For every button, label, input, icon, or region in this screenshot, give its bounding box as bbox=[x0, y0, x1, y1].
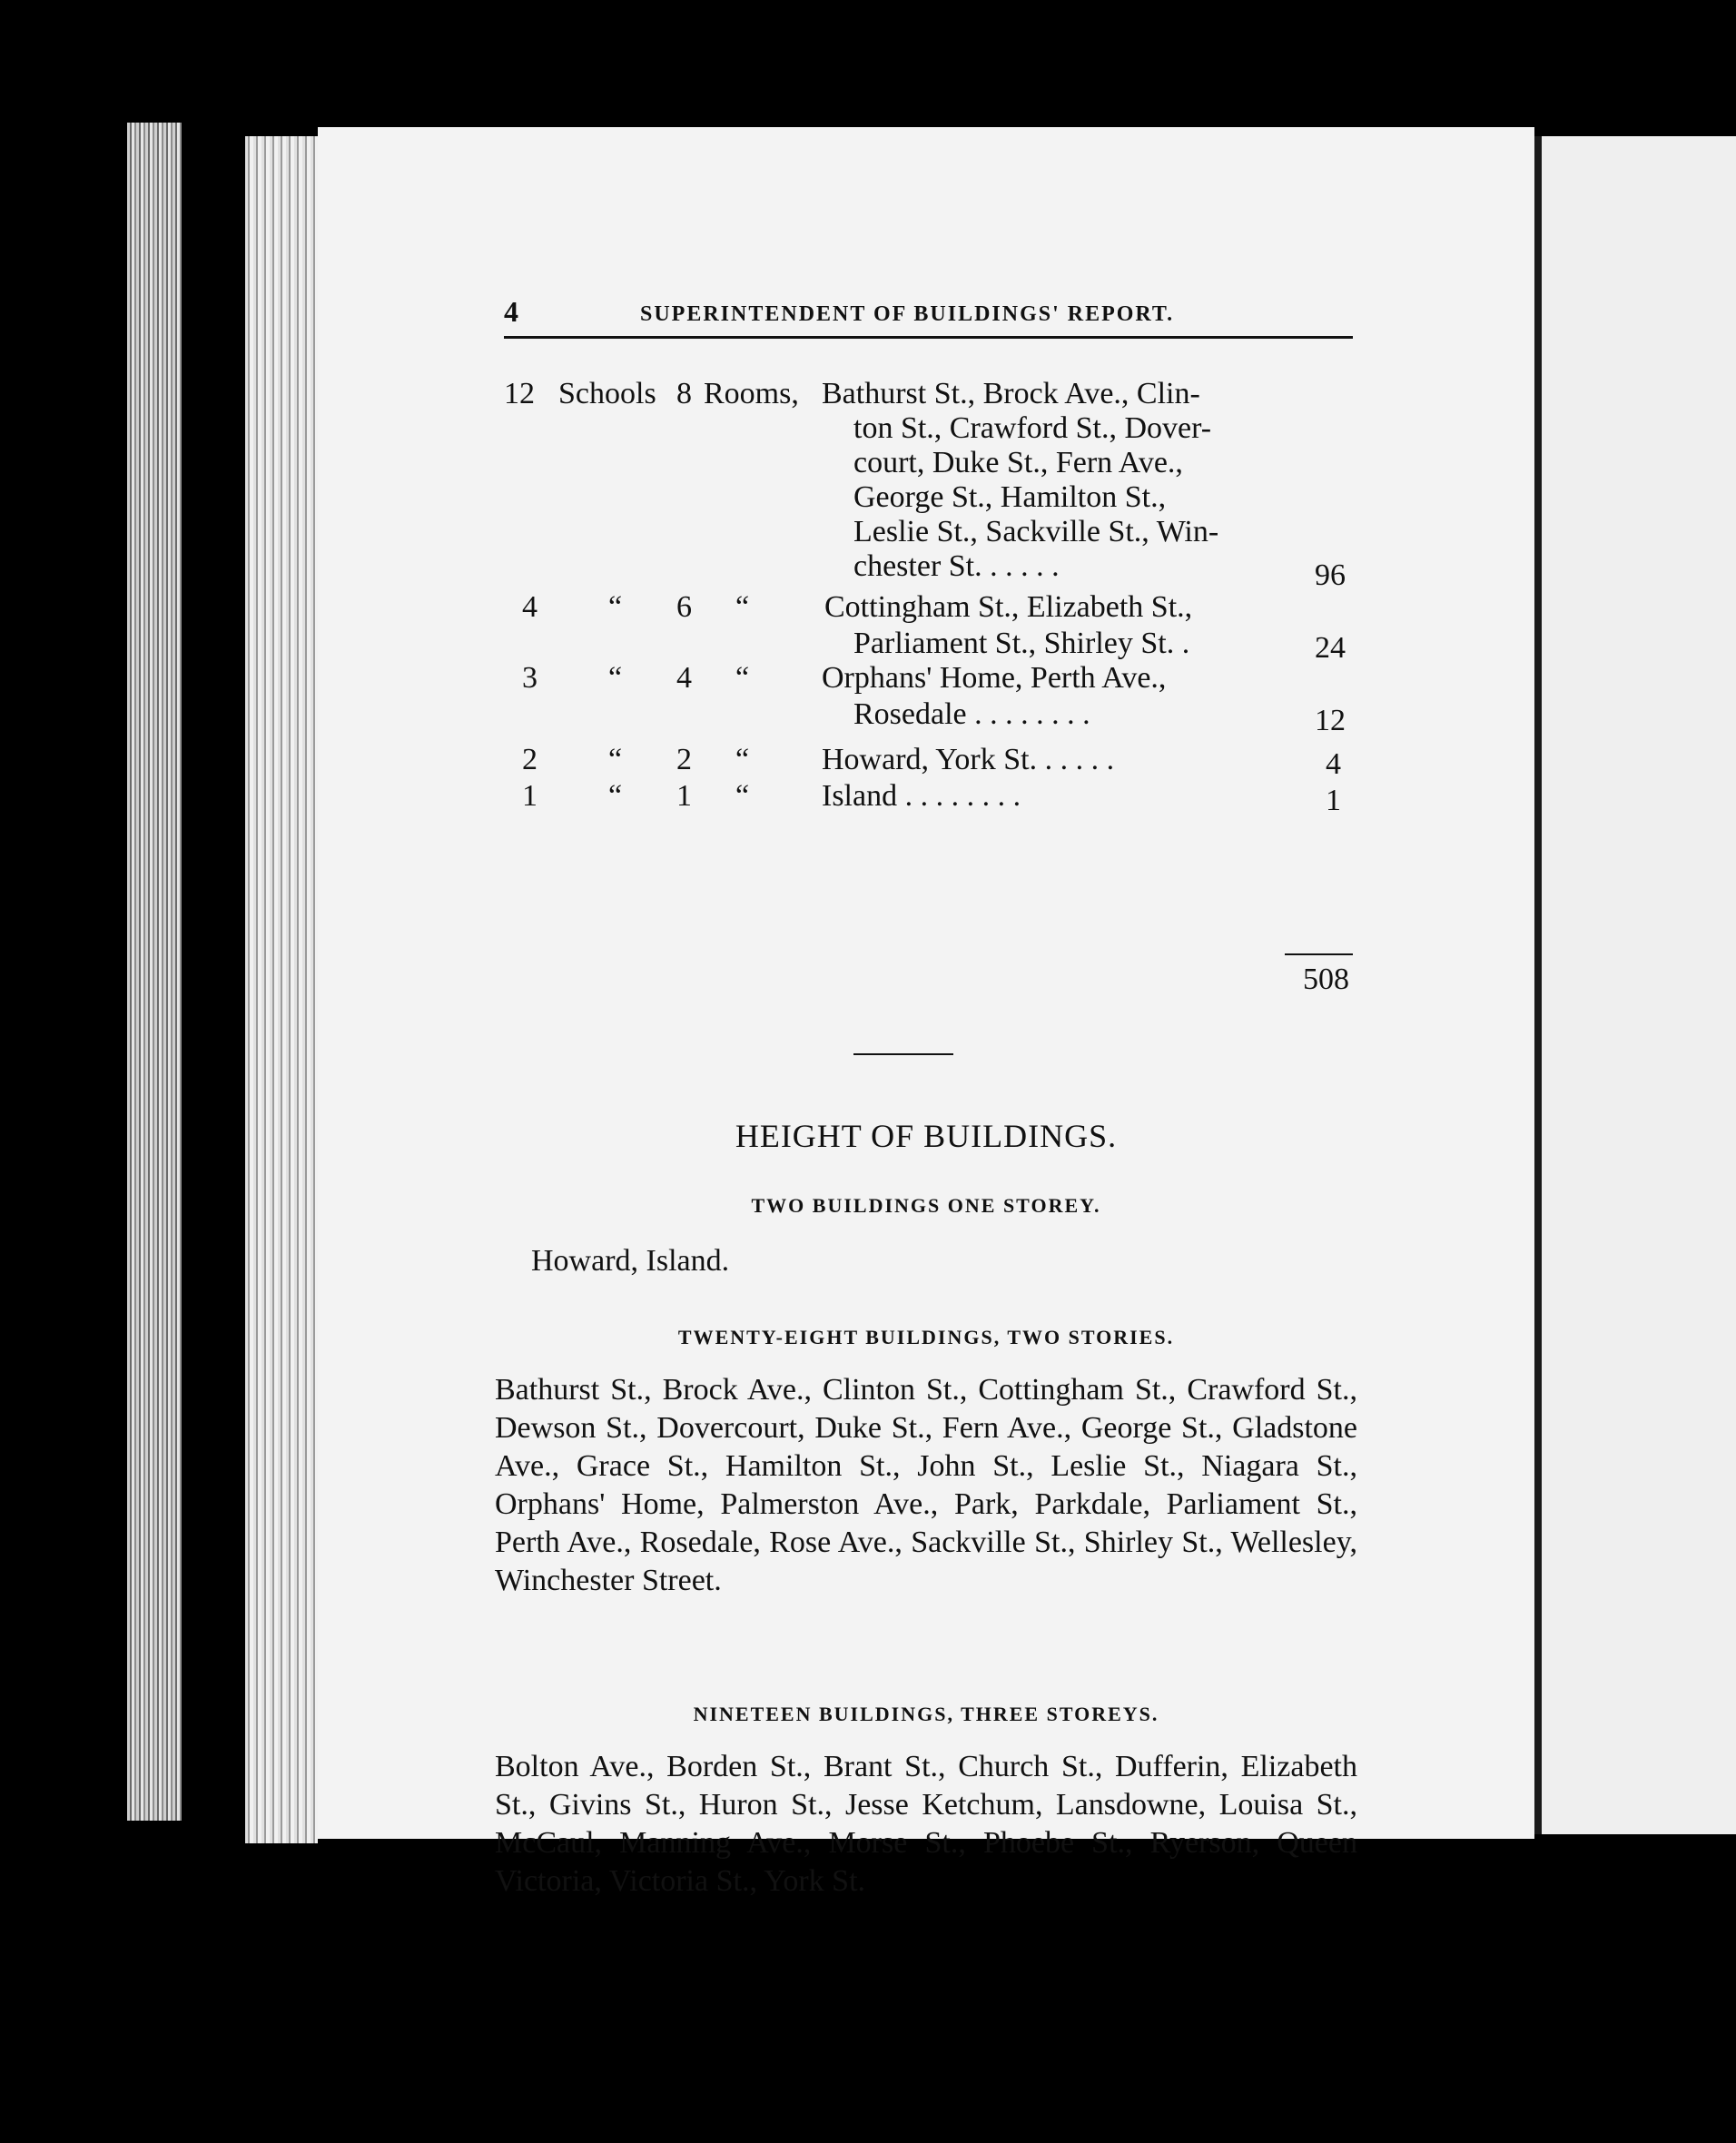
location-line: Orphans' Home, Perth Ave., bbox=[822, 661, 1167, 695]
rooms-label: “ bbox=[735, 743, 750, 776]
rooms-label: Rooms, bbox=[704, 377, 799, 410]
rooms-count: 2 bbox=[676, 743, 692, 776]
location-line: Bathurst St., Brock Ave., Clin- bbox=[822, 377, 1200, 410]
location-line: Island . . . . . . . . bbox=[822, 779, 1021, 813]
row-total: 1 bbox=[1326, 784, 1341, 817]
section-title: HEIGHT OF BUILDINGS. bbox=[735, 1118, 1118, 1154]
rooms-label: “ bbox=[735, 779, 750, 813]
location-line: Rosedale . . . . . . . . bbox=[853, 697, 1090, 731]
location-line: chester St. . . . . . bbox=[853, 549, 1060, 583]
rooms-count: 4 bbox=[676, 661, 692, 695]
location-line: Parliament St., Shirley St. . bbox=[853, 627, 1190, 660]
group-heading: TWENTY-EIGHT BUILDINGS, TWO STORIES. bbox=[677, 1326, 1175, 1348]
row-total: 96 bbox=[1315, 558, 1346, 592]
location-line: Leslie St., Sackville St., Win- bbox=[853, 515, 1219, 548]
facing-page-edge bbox=[1534, 136, 1736, 1834]
location-line: George St., Hamilton St., bbox=[853, 480, 1167, 514]
section-divider bbox=[853, 1053, 953, 1055]
rooms-label: “ bbox=[735, 661, 750, 695]
location-line: Howard, York St. . . . . . bbox=[822, 743, 1115, 776]
location-line: Cottingham St., Elizabeth St., bbox=[824, 590, 1193, 624]
rooms-count: 8 bbox=[676, 377, 692, 410]
group-text: Bolton Ave., Borden St., Brant St., Church St., Dufferin, Elizabeth St., Givins St., Huron St., Jesse Ketchum, Lansdowne, Louisa St., McCaul, Manning Ave., Morse St., Phoebe St., Ryerson, Queen Victoria, Victoria St., York St. bbox=[495, 1750, 1357, 1898]
schools-label: Schools bbox=[558, 377, 656, 410]
schools-count: 4 bbox=[522, 590, 538, 624]
schools-count: 2 bbox=[522, 743, 538, 776]
group-heading: NINETEEN BUILDINGS, THREE STOREYS. bbox=[693, 1703, 1159, 1725]
schools-label: “ bbox=[608, 779, 623, 813]
page-number: 4 bbox=[504, 295, 518, 328]
rooms-label: “ bbox=[735, 590, 750, 624]
row-total: 24 bbox=[1315, 631, 1346, 665]
document-page bbox=[318, 127, 1534, 1898]
schools-count: 1 bbox=[522, 779, 538, 813]
running-head: SUPERINTENDENT OF BUILDINGS' REPORT. bbox=[640, 302, 1175, 326]
grand-total: 508 bbox=[1303, 963, 1349, 996]
group-heading: TWO BUILDINGS ONE STOREY. bbox=[751, 1194, 1101, 1217]
group-text: Bathurst St., Brock Ave., Clinton St., Cottingham St., Crawford St., Dewson St., Dovercourt, Duke St., Fern Ave., George St., Gladstone Ave., Grace St., Hamilton St., John St., Leslie St., Niagara St., Orphans' Home, Palmerston Ave., Park, Parkdale, Parliament St., Perth Ave., Rosedale, Rose Ave., Sackville St., Shirley St., Wellesley, Winchester Street. bbox=[495, 1373, 1357, 1597]
group-text: Howard, Island. bbox=[531, 1244, 730, 1278]
location-line: court, Duke St., Fern Ave., bbox=[853, 446, 1183, 479]
page-stack-edge bbox=[245, 136, 318, 1843]
schools-label: “ bbox=[608, 743, 623, 776]
sum-rule bbox=[1285, 953, 1353, 955]
rooms-count: 1 bbox=[676, 779, 692, 813]
schools-count: 3 bbox=[522, 661, 538, 695]
location-line: ton St., Crawford St., Dover- bbox=[853, 411, 1212, 445]
row-total: 12 bbox=[1315, 704, 1346, 737]
schools-count: 12 bbox=[504, 377, 535, 410]
book-edge bbox=[127, 123, 182, 1821]
page-header bbox=[504, 286, 1353, 339]
schools-label: “ bbox=[608, 661, 623, 695]
rooms-count: 6 bbox=[676, 590, 692, 624]
schools-label: “ bbox=[608, 590, 623, 624]
row-total: 4 bbox=[1326, 747, 1341, 781]
